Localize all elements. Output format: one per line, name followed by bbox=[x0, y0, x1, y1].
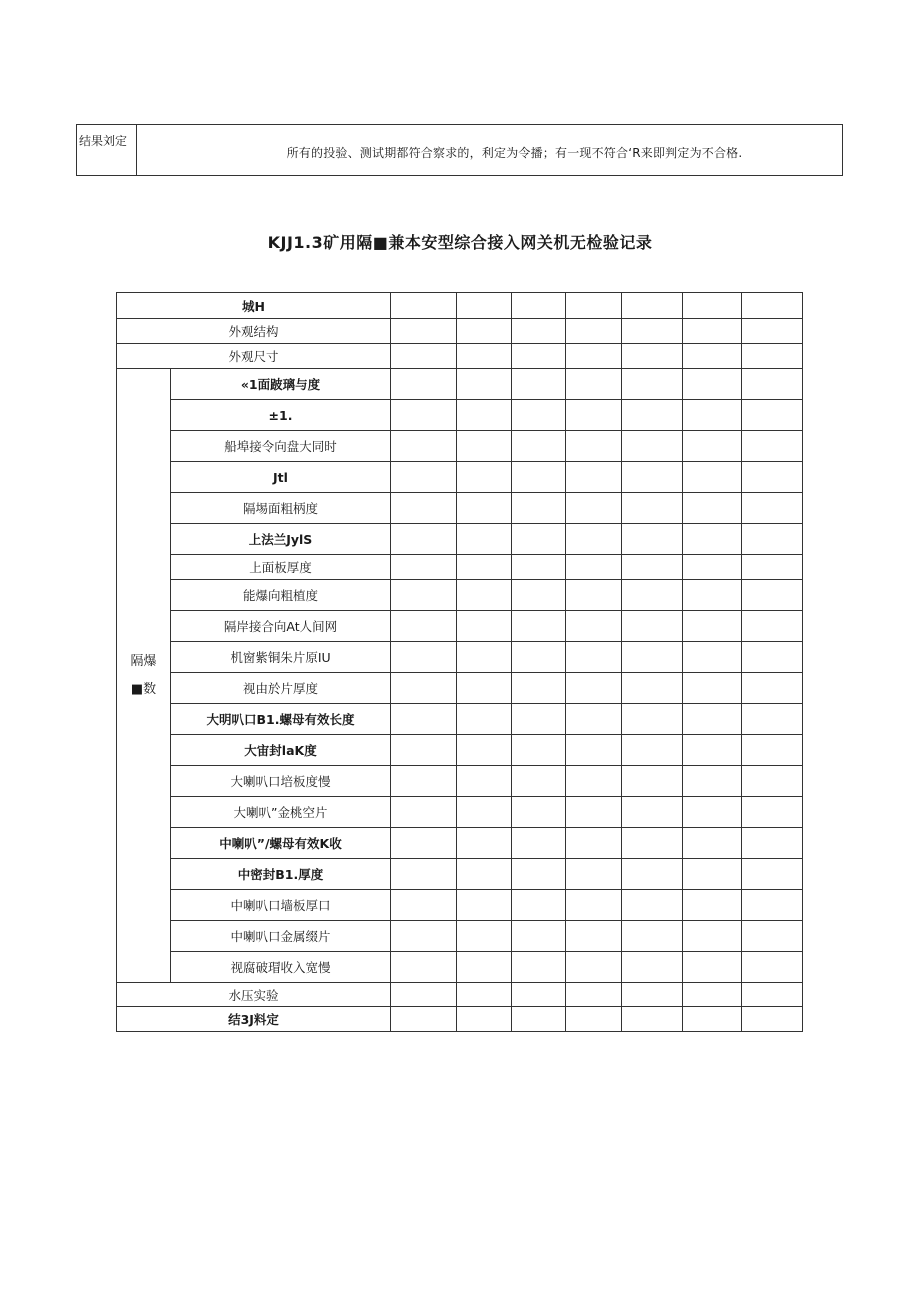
record-cell bbox=[683, 611, 742, 642]
record-cell bbox=[566, 859, 622, 890]
record-cell bbox=[391, 400, 457, 431]
record-cell bbox=[512, 611, 566, 642]
record-cell bbox=[391, 673, 457, 704]
table-row bbox=[117, 673, 803, 704]
record-cell bbox=[742, 524, 803, 555]
record-cell bbox=[683, 1007, 742, 1032]
record-cell bbox=[391, 369, 457, 400]
record-cell bbox=[512, 293, 566, 319]
record-cell bbox=[622, 400, 683, 431]
table-row bbox=[117, 293, 803, 319]
record-cell bbox=[683, 983, 742, 1007]
table-row bbox=[117, 735, 803, 766]
table-row bbox=[117, 952, 803, 983]
record-cell bbox=[512, 431, 566, 462]
record-cell bbox=[457, 828, 512, 859]
record-cell bbox=[742, 319, 803, 344]
record-cell bbox=[512, 493, 566, 524]
record-cell bbox=[742, 400, 803, 431]
record-cell bbox=[512, 859, 566, 890]
sub-item-label: 视腐破瑁收入宽慢 bbox=[171, 952, 391, 983]
record-cell bbox=[512, 921, 566, 952]
record-cell bbox=[566, 611, 622, 642]
table-row bbox=[117, 493, 803, 524]
record-cell bbox=[457, 369, 512, 400]
record-cell bbox=[622, 673, 683, 704]
record-cell bbox=[683, 673, 742, 704]
sub-item-label: 中喇叭口金属缀片 bbox=[171, 921, 391, 952]
table-row bbox=[117, 766, 803, 797]
record-cell bbox=[512, 766, 566, 797]
record-cell bbox=[512, 369, 566, 400]
table-row bbox=[117, 983, 803, 1007]
category-label-line: 隔爆 bbox=[130, 653, 157, 669]
record-cell bbox=[391, 859, 457, 890]
record-cell bbox=[622, 890, 683, 921]
record-cell bbox=[512, 797, 566, 828]
table-row bbox=[117, 400, 803, 431]
record-cell bbox=[566, 704, 622, 735]
record-cell bbox=[457, 952, 512, 983]
record-cell bbox=[512, 580, 566, 611]
record-cell bbox=[457, 921, 512, 952]
item-label: 水压实验 bbox=[117, 983, 391, 1007]
record-cell bbox=[622, 319, 683, 344]
record-cell bbox=[683, 293, 742, 319]
record-cell bbox=[457, 293, 512, 319]
record-cell bbox=[566, 344, 622, 369]
record-cell bbox=[683, 524, 742, 555]
record-cell bbox=[512, 555, 566, 580]
record-cell bbox=[512, 642, 566, 673]
record-cell bbox=[683, 952, 742, 983]
sub-item-label: 机窗紫铜朱片原IU bbox=[171, 642, 391, 673]
record-cell bbox=[622, 1007, 683, 1032]
record-cell bbox=[391, 921, 457, 952]
record-cell bbox=[683, 766, 742, 797]
record-cell bbox=[742, 704, 803, 735]
record-cell bbox=[622, 293, 683, 319]
record-cell bbox=[391, 344, 457, 369]
record-cell bbox=[512, 462, 566, 493]
sub-item-label: 上法兰JylS bbox=[171, 524, 391, 555]
sub-item-label: 中喇叭口墙板厚口 bbox=[171, 890, 391, 921]
record-cell bbox=[512, 890, 566, 921]
table-row bbox=[117, 797, 803, 828]
table-row bbox=[117, 859, 803, 890]
record-cell bbox=[391, 952, 457, 983]
record-cell bbox=[512, 983, 566, 1007]
record-cell bbox=[742, 797, 803, 828]
record-cell bbox=[391, 828, 457, 859]
record-cell bbox=[622, 555, 683, 580]
record-cell bbox=[457, 735, 512, 766]
record-cell bbox=[391, 642, 457, 673]
record-cell bbox=[683, 797, 742, 828]
record-cell bbox=[457, 797, 512, 828]
table-row bbox=[117, 828, 803, 859]
record-cell bbox=[683, 319, 742, 344]
record-cell bbox=[457, 983, 512, 1007]
record-cell bbox=[512, 400, 566, 431]
record-cell bbox=[566, 921, 622, 952]
record-cell bbox=[391, 890, 457, 921]
table-row bbox=[117, 580, 803, 611]
record-cell bbox=[391, 293, 457, 319]
inspection-record-table bbox=[116, 292, 803, 1032]
table-row bbox=[117, 890, 803, 921]
record-cell bbox=[391, 797, 457, 828]
record-cell bbox=[391, 524, 457, 555]
record-cell bbox=[742, 766, 803, 797]
record-cell bbox=[622, 524, 683, 555]
record-cell bbox=[457, 319, 512, 344]
record-cell bbox=[622, 797, 683, 828]
record-cell bbox=[566, 890, 622, 921]
record-cell bbox=[391, 766, 457, 797]
record-cell bbox=[683, 555, 742, 580]
record-cell bbox=[683, 431, 742, 462]
record-cell bbox=[512, 1007, 566, 1032]
record-cell bbox=[622, 611, 683, 642]
record-cell bbox=[683, 890, 742, 921]
record-cell bbox=[622, 983, 683, 1007]
record-cell bbox=[742, 462, 803, 493]
record-cell bbox=[391, 493, 457, 524]
record-cell bbox=[683, 642, 742, 673]
sub-item-label: 上面板厚度 bbox=[171, 555, 391, 580]
record-cell bbox=[742, 828, 803, 859]
record-cell bbox=[622, 369, 683, 400]
sub-item-label: 中喇叭”/螺母有效K收 bbox=[171, 828, 391, 859]
table-row bbox=[117, 319, 803, 344]
record-cell bbox=[566, 673, 622, 704]
sub-item-label: 隔埸面粗柄度 bbox=[171, 493, 391, 524]
record-cell bbox=[742, 369, 803, 400]
record-cell bbox=[622, 431, 683, 462]
item-label: 外观结构 bbox=[117, 319, 391, 344]
record-cell bbox=[391, 431, 457, 462]
record-cell bbox=[457, 493, 512, 524]
table-row bbox=[117, 431, 803, 462]
record-cell bbox=[512, 735, 566, 766]
record-cell bbox=[566, 1007, 622, 1032]
record-cell bbox=[742, 580, 803, 611]
table-row bbox=[117, 524, 803, 555]
sub-item-label: 大喇叭”金桃空片 bbox=[171, 797, 391, 828]
record-cell bbox=[566, 766, 622, 797]
record-cell bbox=[566, 828, 622, 859]
record-cell bbox=[457, 642, 512, 673]
record-cell bbox=[742, 673, 803, 704]
record-cell bbox=[742, 293, 803, 319]
sub-item-label: 能爆向粗植度 bbox=[171, 580, 391, 611]
record-cell bbox=[566, 642, 622, 673]
record-cell bbox=[683, 462, 742, 493]
result-judgement-box bbox=[76, 124, 843, 176]
record-cell bbox=[622, 735, 683, 766]
record-cell bbox=[512, 704, 566, 735]
record-cell bbox=[457, 611, 512, 642]
record-cell bbox=[742, 431, 803, 462]
record-cell bbox=[566, 797, 622, 828]
record-cell bbox=[622, 462, 683, 493]
record-cell bbox=[622, 766, 683, 797]
record-cell bbox=[622, 921, 683, 952]
record-cell bbox=[566, 524, 622, 555]
record-cell bbox=[512, 319, 566, 344]
record-cell bbox=[566, 952, 622, 983]
table-row bbox=[117, 369, 803, 400]
result-judgement-label: 结果刘定 bbox=[77, 125, 137, 175]
record-cell bbox=[391, 704, 457, 735]
record-cell bbox=[683, 921, 742, 952]
record-cell bbox=[457, 431, 512, 462]
record-cell bbox=[566, 293, 622, 319]
sub-item-label: 大宙封laK度 bbox=[171, 735, 391, 766]
record-cell bbox=[457, 555, 512, 580]
record-cell bbox=[512, 673, 566, 704]
record-cell bbox=[457, 859, 512, 890]
record-cell bbox=[742, 1007, 803, 1032]
record-cell bbox=[566, 493, 622, 524]
result-judgement-text: 所有的投验、测试期都符合察求的，利定为令播；有一现不符合‘R来即判定为不合格. bbox=[286, 146, 743, 160]
record-cell bbox=[512, 952, 566, 983]
sub-item-label: Jtl bbox=[171, 462, 391, 493]
table-row bbox=[117, 1007, 803, 1032]
record-cell bbox=[742, 735, 803, 766]
sub-item-label: 视由於片厚度 bbox=[171, 673, 391, 704]
table-row bbox=[117, 462, 803, 493]
sub-item-label: 隔岸接合向At人间网 bbox=[171, 611, 391, 642]
sub-item-label: ±1. bbox=[171, 400, 391, 431]
record-cell bbox=[566, 400, 622, 431]
record-cell bbox=[457, 1007, 512, 1032]
table-row bbox=[117, 704, 803, 735]
record-cell bbox=[512, 828, 566, 859]
record-cell bbox=[391, 462, 457, 493]
record-cell bbox=[622, 952, 683, 983]
record-cell bbox=[742, 344, 803, 369]
record-cell bbox=[391, 580, 457, 611]
document-title: KJJ1.3矿用隔■兼本安型综合接入网关机无检验记录 bbox=[267, 233, 653, 252]
record-cell bbox=[683, 369, 742, 400]
record-cell bbox=[512, 524, 566, 555]
record-cell bbox=[457, 890, 512, 921]
category-label-line: ■数 bbox=[130, 681, 157, 697]
record-cell bbox=[683, 828, 742, 859]
record-cell bbox=[622, 704, 683, 735]
record-cell bbox=[742, 983, 803, 1007]
table-row bbox=[117, 344, 803, 369]
record-cell bbox=[457, 704, 512, 735]
record-cell bbox=[566, 735, 622, 766]
record-cell bbox=[683, 704, 742, 735]
table-row bbox=[117, 555, 803, 580]
record-cell bbox=[566, 431, 622, 462]
record-cell bbox=[391, 555, 457, 580]
record-cell bbox=[683, 493, 742, 524]
sub-item-label: «1面跛璃与度 bbox=[171, 369, 391, 400]
record-cell bbox=[566, 369, 622, 400]
record-cell bbox=[457, 462, 512, 493]
record-cell bbox=[742, 952, 803, 983]
record-cell bbox=[566, 580, 622, 611]
record-cell bbox=[391, 319, 457, 344]
sub-item-label: 大明叭口B1.螺母有效长度 bbox=[171, 704, 391, 735]
record-cell bbox=[622, 859, 683, 890]
record-cell bbox=[622, 580, 683, 611]
record-cell bbox=[566, 462, 622, 493]
record-cell bbox=[683, 580, 742, 611]
record-cell bbox=[457, 344, 512, 369]
sub-item-label: 中密封B1.厚度 bbox=[171, 859, 391, 890]
record-cell bbox=[457, 400, 512, 431]
record-cell bbox=[742, 890, 803, 921]
record-cell bbox=[566, 319, 622, 344]
record-cell bbox=[457, 673, 512, 704]
record-cell bbox=[622, 344, 683, 369]
record-cell bbox=[622, 493, 683, 524]
record-cell bbox=[683, 344, 742, 369]
record-cell bbox=[742, 642, 803, 673]
record-cell bbox=[622, 642, 683, 673]
item-label: 外观尺寸 bbox=[117, 344, 391, 369]
record-cell bbox=[391, 1007, 457, 1032]
item-label: 结3J料定 bbox=[117, 1007, 391, 1032]
record-cell bbox=[391, 735, 457, 766]
sub-item-label: 船埠接令向盘大同时 bbox=[171, 431, 391, 462]
record-cell bbox=[742, 921, 803, 952]
record-cell bbox=[566, 555, 622, 580]
record-cell bbox=[742, 859, 803, 890]
record-cell bbox=[622, 828, 683, 859]
record-cell bbox=[683, 400, 742, 431]
record-cell bbox=[683, 735, 742, 766]
record-cell bbox=[457, 766, 512, 797]
record-cell bbox=[457, 580, 512, 611]
record-cell bbox=[512, 344, 566, 369]
record-cell bbox=[742, 493, 803, 524]
category-label bbox=[117, 369, 171, 983]
record-cell bbox=[742, 611, 803, 642]
record-cell bbox=[683, 859, 742, 890]
record-cell bbox=[566, 983, 622, 1007]
item-label: 城H bbox=[117, 293, 391, 319]
sub-item-label: 大喇叭口培板度慢 bbox=[171, 766, 391, 797]
record-cell bbox=[457, 524, 512, 555]
record-cell bbox=[391, 611, 457, 642]
table-row bbox=[117, 642, 803, 673]
table-row bbox=[117, 921, 803, 952]
record-cell bbox=[391, 983, 457, 1007]
record-cell bbox=[742, 555, 803, 580]
table-row bbox=[117, 611, 803, 642]
